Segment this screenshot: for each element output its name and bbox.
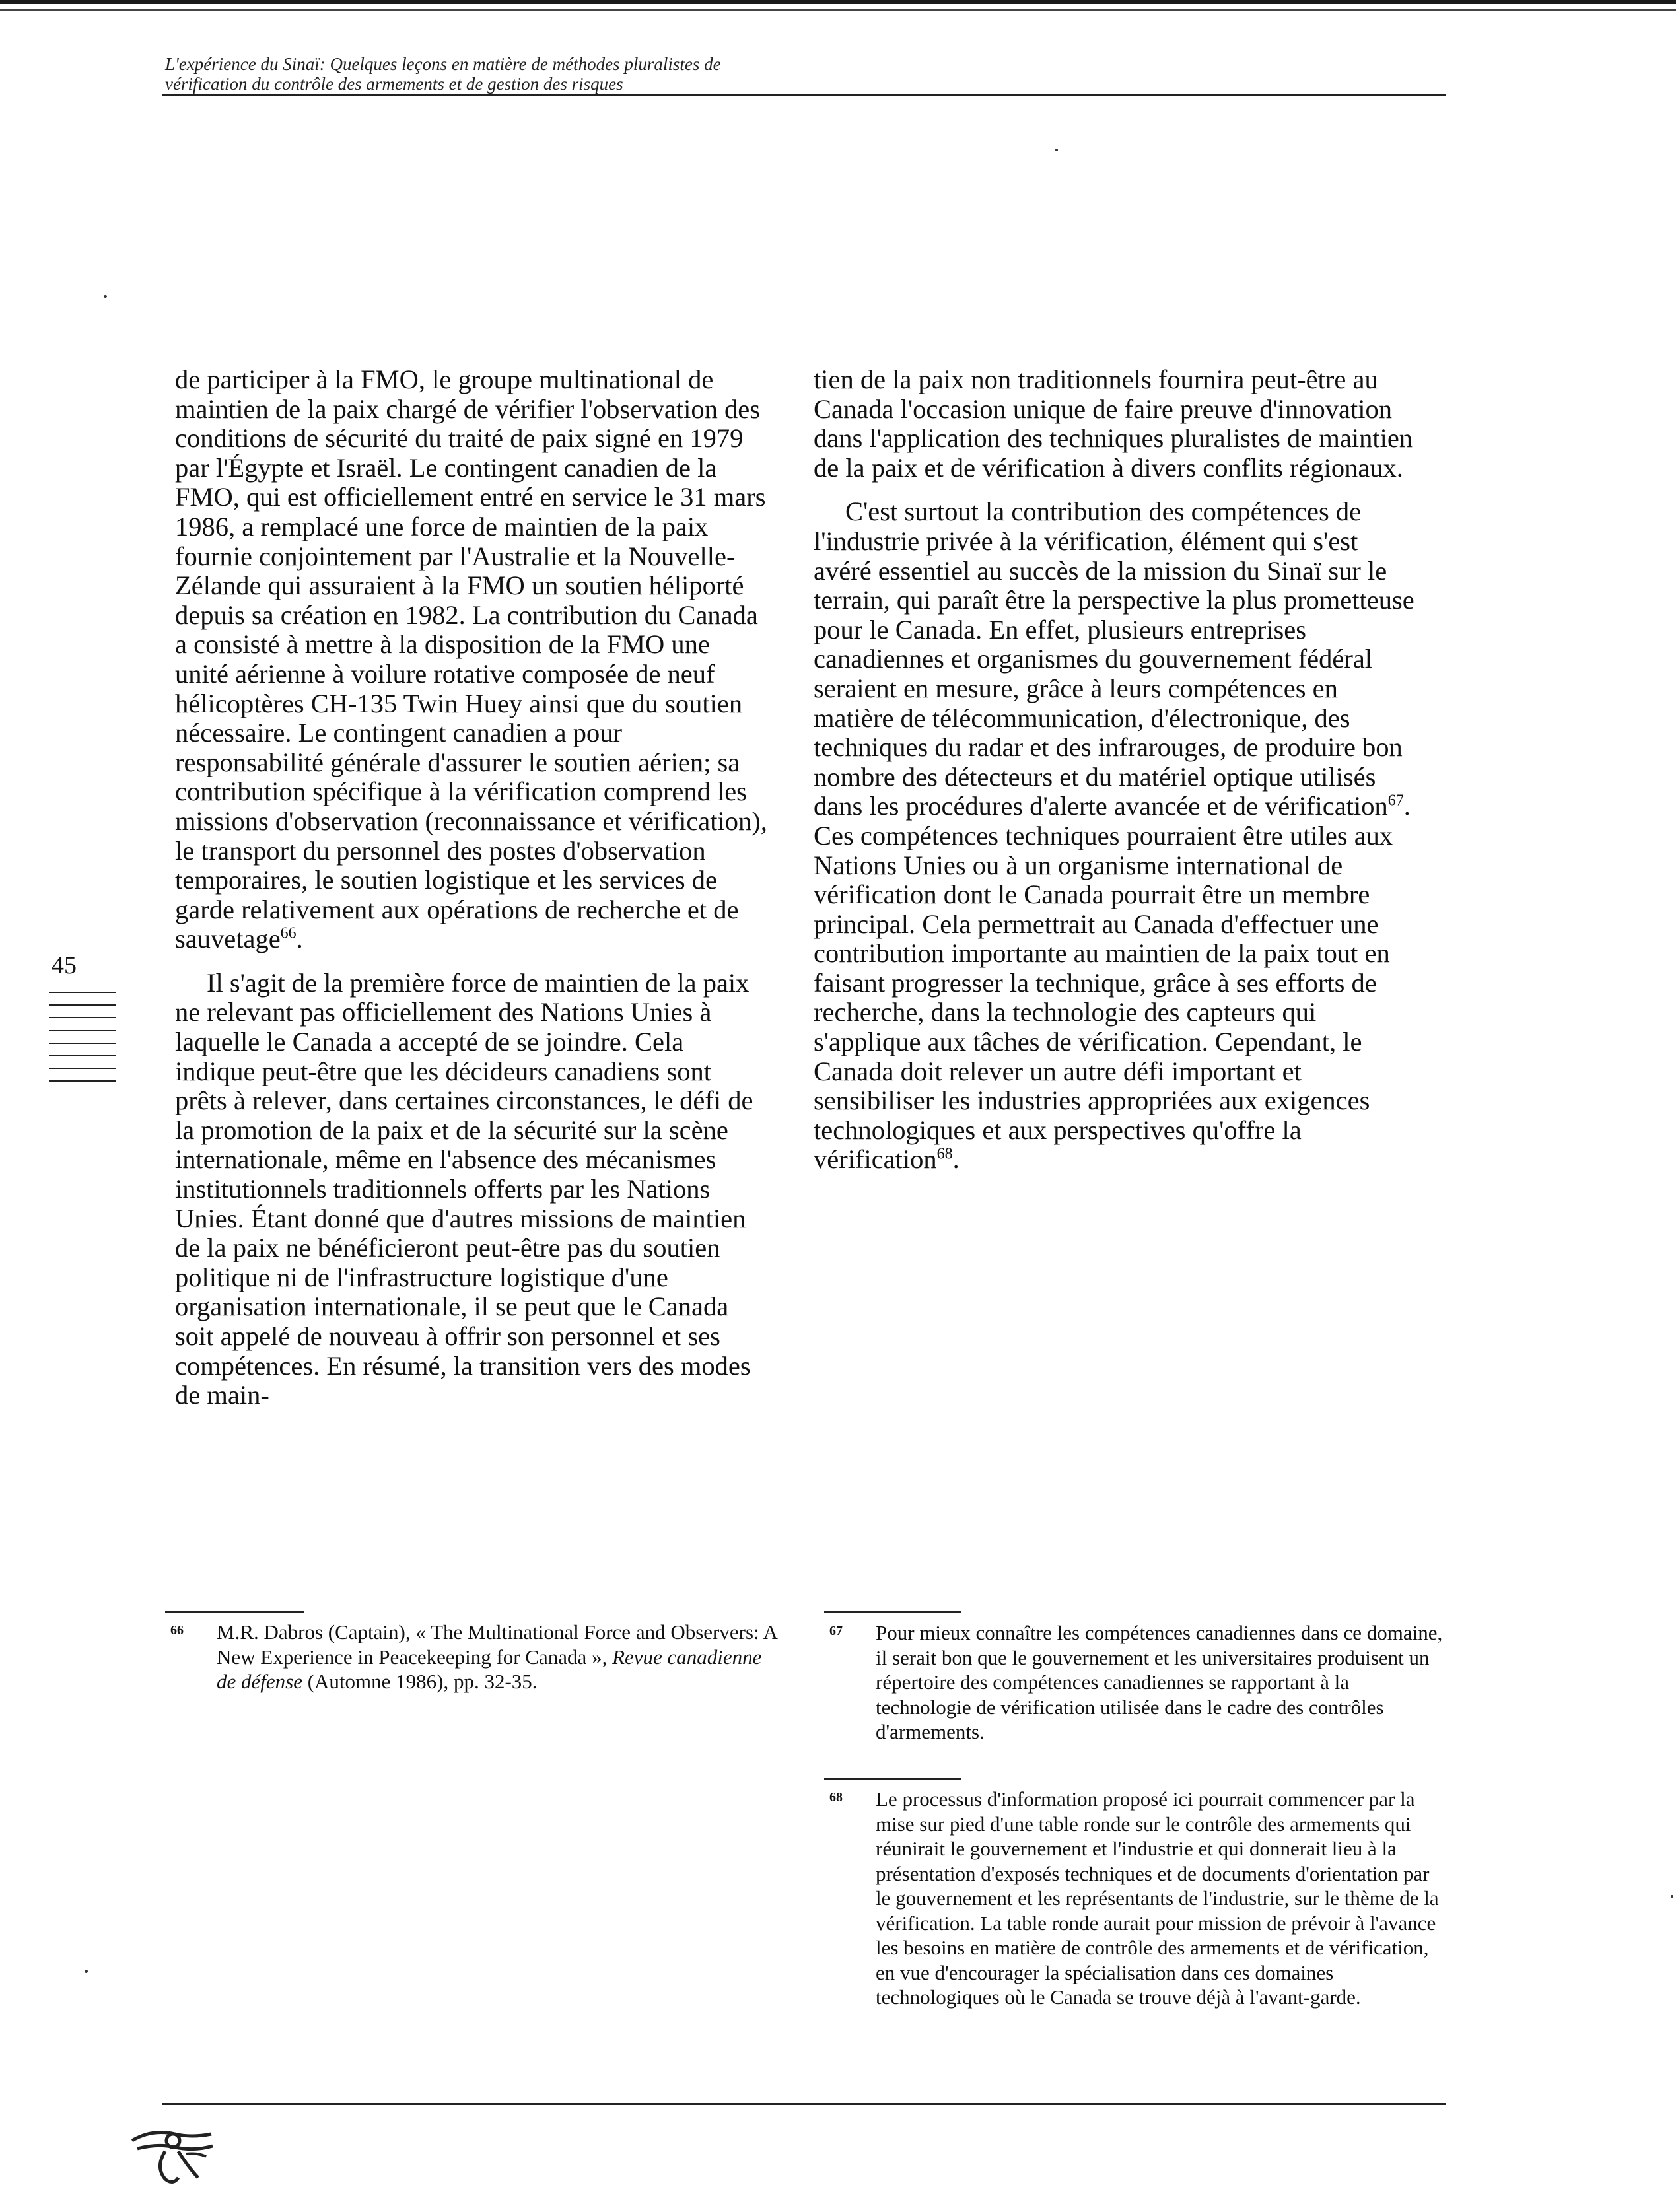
footnote-text: M.R. Dabros (Captain), « The Multinational Force and Observers: A New Experience in Peacekeeping for Canada »,: [217, 1620, 777, 1669]
footnote-number: 67: [829, 1624, 843, 1638]
scan-speck: [1055, 149, 1058, 151]
footnote-rule-right-2: [824, 1778, 961, 1780]
paragraph-text: . Ces compétences techniques pourraient être utiles aux Nations Unies ou à un organisme international de vérification dont le Canada pourrait être un membre principal. Cela permettrait au Canada d'effectuer une contribution importante au maintien de la paix tout en faisant progresser la technique, grâce à ses efforts de recherche, dans la technologie des capteurs qui s'applique aux tâches de vérification. Cependant, le Canada doit relever un autre défi important et sensibiliser les industries appropriées aux exigences technologiques et aux perspectives qu'offre la vérification: [814, 791, 1411, 1175]
bottom-rule: [162, 2103, 1446, 2105]
footnote-ref-68[interactable]: 68: [936, 1145, 953, 1163]
footnote-text: Pour mieux connaître les compétences canadiennes dans ce domaine, il serait bon que le gouvernement et les universitaires produisent un répertoire des compétences canadiennes se rapportant à la technologie de vérification utilisée dans le cadre des contrôles d'armements.: [876, 1621, 1443, 1743]
paragraph: Il s'agit de la première force de maintien de la paix ne relevant pas officiellement des Nations Unies à laquelle le Canada a accepté de se joindre. Cela indique peut-être que les décideurs canadiens sont prêts à relever, dans certaines circonstances, le défi de la promotion de la paix et de la sécurité sur la scène internationale, même en l'absence des mécanismes institutionnels traditionnels offerts par les Nations Unies. Étant donné que d'autres missions de maintien de la paix ne bénéficieront peut-être pas du soutien politique ni de l'infrastructure logistique d'une organisation internationale, il se peut que le Canada soit appelé de nouveau à offrir son personnel et ses compétences. En résumé, la transition vers des modes de main-: [175, 967, 753, 1410]
footnote-number: 68: [829, 1790, 843, 1805]
footnote-number: 66: [170, 1623, 184, 1638]
footnote-text: Le processus d'information proposé ici pourrait commencer par la mise sur pied d'une table ronde sur le contrôle des armements qui réunirait le gouvernement et l'industrie et qui donnerait lieu à la présentation d'exposés techniques et de documents d'orientation par le gouvernement et les représentants de l'industrie, sur le thème de la vérification. La table ronde aurait pour mission de prévoir à l'avance les besoins en matière de contrôle des armements et de vérification, en vue d'encourager la spécialisation dans ces domaines technologiques où le Canada se trouve déjà à l'avant-garde.: [876, 1787, 1439, 2009]
footnote-ref-67[interactable]: 67: [1387, 792, 1404, 810]
paragraph: tien de la paix non traditionnels fournira peut-être au Canada l'occasion unique de faire preuve d'innovation dans l'application des techniques pluralistes de maintien de la paix et de vérification à divers conflits régionaux.: [814, 364, 1413, 483]
scan-speck: [85, 1970, 88, 1973]
footnote-rule-left: [165, 1611, 304, 1613]
paragraph-text: .: [952, 1144, 960, 1175]
body-column-left: [175, 365, 769, 1410]
margin-rule-lines: [49, 992, 116, 1093]
running-head: [165, 54, 1420, 94]
footnote-ref-66[interactable]: 66: [280, 924, 297, 942]
top-border-rule-thin: [0, 9, 1676, 11]
paragraph-text: .: [296, 924, 303, 954]
paragraph-text: de participer à la FMO, le groupe multinational de maintien de la paix chargé de vérifier l'observation des conditions de sécurité du traité de paix signé en 1979 par l'Égypte et Israël. Le contingent canadien de la FMO, qui est officiellement entré en service le 31 mars 1986, a remplacé une force de maintien de la paix fournie conjointement par l'Australie et la Nouvelle-Zélande qui assuraient à la FMO un soutien héliporté depuis sa création en 1982. La contribution du Canada a consisté à mettre à la disposition de la FMO une unité aérienne à voilure rotative composée de neuf hélicoptères CH-135 Twin Huey ainsi que du soutien nécessaire. Le contingent canadien a pour responsabilité générale d'assurer le soutien aérien; sa contribution spécifique à la vérification comprend les missions d'observation (reconnaissance et vérification), le transport du personnel des postes d'observation temporaires, le soutien logistique et les services de garde relativement aux opérations de recherche et de sauvetage: [175, 364, 767, 954]
body-column-right: [814, 365, 1421, 1175]
paragraph: [814, 497, 1421, 1175]
footnote-journal-title: Revue canadienne de défense: [217, 1645, 762, 1693]
paragraph-text: C'est surtout la contribution des compétences de l'industrie privée à la vérification, élément qui s'est avéré essentiel au succès de la mission du Sinaï sur le terrain, qui paraît être la perspective la plus prometteuse pour le Canada. En effet, plusieurs entreprises canadiennes et organismes du gouvernement fédéral seraient en mesure, grâce à leurs compétences en matière de télécommunication, d'électronique, des techniques du radar et des infrarouges, de produire bon nombre des détecteurs et du matériel optique utilisés dans les procédures d'alerte avancée et de vérification: [814, 497, 1414, 821]
paragraph: [175, 365, 769, 954]
scan-speck: [1671, 1895, 1673, 1898]
footnote-rule-right: [824, 1611, 961, 1613]
footnote-68: [829, 1787, 1444, 2010]
eye-of-horus-logo-icon: [125, 2114, 218, 2187]
page-number: 45: [52, 951, 77, 979]
footnote-text: (Automne 1986), pp. 32-35.: [302, 1670, 538, 1693]
top-border-rule: [0, 0, 1676, 4]
scan-speck: [104, 295, 107, 298]
footnote-67: [829, 1620, 1444, 1745]
header-rule: [162, 94, 1446, 96]
running-head-line-2: vérification du contrôle des armements et de gestion des risques: [165, 74, 623, 94]
footnote-66: [170, 1620, 785, 1694]
running-head-line-1: L'expérience du Sinaï: Quelques leçons en matière de méthodes pluralistes de: [165, 54, 721, 74]
